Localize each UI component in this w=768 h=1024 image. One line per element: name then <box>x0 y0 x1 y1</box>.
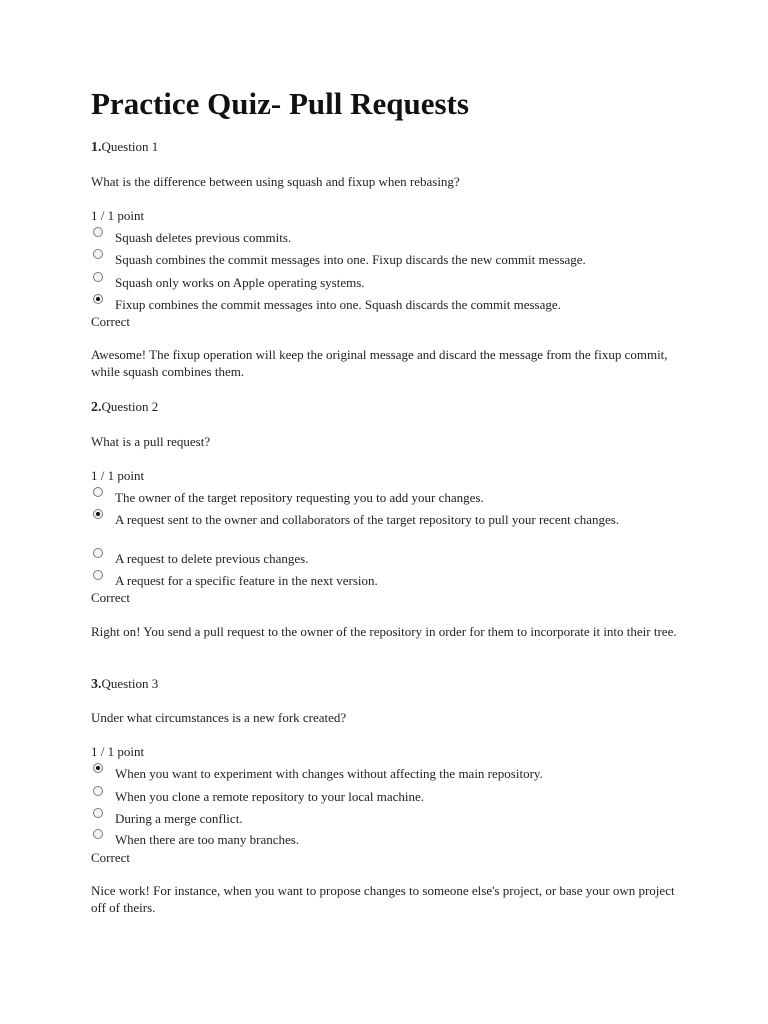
option-radio[interactable] <box>93 570 103 580</box>
question-number: 1. <box>91 140 102 155</box>
feedback-text: Nice work! For instance, when you want to propose changes to someone else's project, or base your own project off of theirs. <box>91 883 675 915</box>
question-header <box>91 398 158 416</box>
option-label: Squash deletes previous commits. <box>115 230 292 245</box>
question-prompt: What is the difference between using squash and fixup when rebasing? <box>91 174 460 189</box>
option-label: The owner of the target repository requesting you to add your changes. <box>115 490 484 505</box>
question-number: 2. <box>91 400 102 415</box>
option-label: When there are too many branches. <box>115 832 300 847</box>
option-label: When you want to experiment with changes without affecting the main repository. <box>115 766 543 781</box>
question-header <box>91 138 158 156</box>
option-label: A request to delete previous changes. <box>115 551 309 566</box>
feedback-text: Right on! You send a pull request to the owner of the repository in order for them to incorporate it into their tree. <box>91 624 677 639</box>
option-label: Squash only works on Apple operating systems. <box>115 275 365 290</box>
option-label: Fixup combines the commit messages into one. Squash discards the commit message. <box>115 297 561 312</box>
feedback-text: Awesome! The fixup operation will keep the original message and discard the message from the fixup commit, while squash combines them. <box>91 347 668 379</box>
option-label: During a merge conflict. <box>115 811 243 826</box>
option-label: Squash combines the commit messages into one. Fixup discards the new commit message. <box>115 252 586 267</box>
option-radio[interactable] <box>93 227 103 237</box>
question-prompt: What is a pull request? <box>91 434 211 449</box>
option-radio-selected[interactable] <box>93 294 103 304</box>
question-label: Question 1 <box>101 139 159 154</box>
question-prompt: Under what circumstances is a new fork created? <box>91 710 347 725</box>
option-radio[interactable] <box>93 272 103 282</box>
question-header <box>91 675 158 693</box>
option-radio[interactable] <box>93 249 103 259</box>
result-text: Correct <box>91 590 130 605</box>
option-radio-selected[interactable] <box>93 763 103 773</box>
score-text: 1 / 1 point <box>91 744 145 759</box>
score-text: 1 / 1 point <box>91 208 145 223</box>
option-radio[interactable] <box>93 808 103 818</box>
option-radio[interactable] <box>93 487 103 497</box>
question-label: Question 2 <box>101 399 159 414</box>
question-label: Question 3 <box>101 676 159 691</box>
score-text: 1 / 1 point <box>91 468 145 483</box>
option-label: When you clone a remote repository to your local machine. <box>115 789 425 804</box>
result-text: Correct <box>91 850 130 865</box>
option-label: A request sent to the owner and collaborators of the target repository to pull your recent changes. <box>115 512 620 527</box>
option-radio[interactable] <box>93 786 103 796</box>
option-radio[interactable] <box>93 829 103 839</box>
result-text: Correct <box>91 314 130 329</box>
page-title: Practice Quiz- Pull Requests <box>91 86 469 121</box>
question-number: 3. <box>91 677 102 692</box>
option-radio[interactable] <box>93 548 103 558</box>
option-label: A request for a specific feature in the next version. <box>115 573 378 588</box>
